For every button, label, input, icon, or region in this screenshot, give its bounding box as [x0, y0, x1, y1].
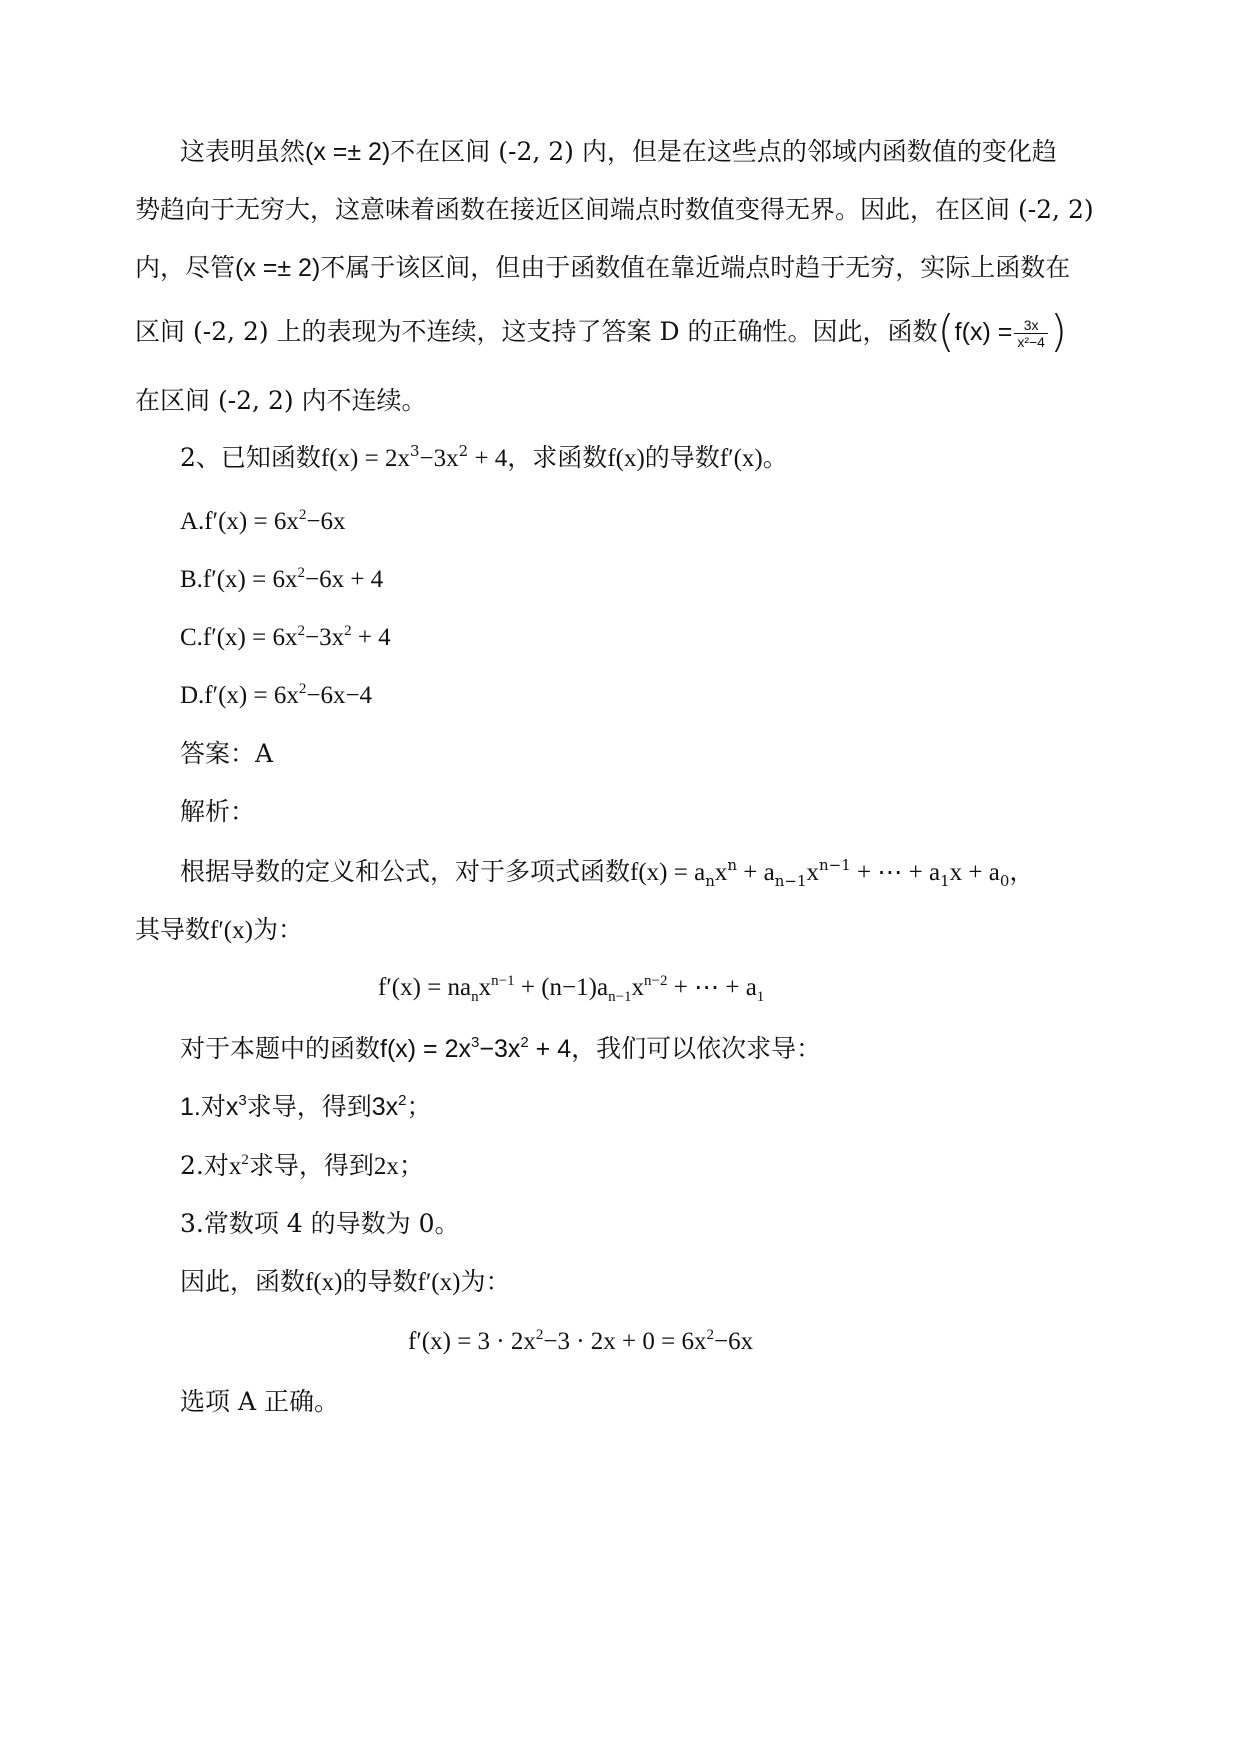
text: 势趋向于无穷大，这意味着函数在接近区间端点时数值变得无界。因此，在区间 (-2, 2) — [135, 195, 1094, 224]
math: + a — [737, 859, 775, 886]
math: 2x — [373, 1153, 399, 1180]
option-b — [180, 560, 383, 603]
math: f(x) = a — [630, 859, 706, 886]
math: f′(x)。 — [719, 445, 788, 472]
option-text: −6x−4 — [306, 682, 373, 709]
subscript: 1 — [756, 989, 765, 1005]
math: f(x) — [305, 1269, 343, 1296]
math: + 4 — [468, 445, 508, 472]
math: −6x — [714, 1328, 754, 1355]
text: 为： — [460, 1267, 511, 1296]
subscript: 1 — [940, 872, 950, 890]
subscript: n−1 — [608, 989, 632, 1005]
math: f′(x) = na — [378, 974, 472, 1001]
math: f′(x) — [210, 917, 253, 944]
math: −3x — [419, 445, 459, 472]
math-inline: (x =± 2) — [305, 138, 391, 166]
exponent: 2 — [706, 1327, 714, 1343]
option-text: B.f′(x) = 6x — [180, 566, 298, 593]
final-formula — [408, 1322, 753, 1365]
text: 选项 A 正确。 — [180, 1387, 339, 1416]
math: + 4 — [528, 1035, 572, 1063]
math: −3x — [479, 1035, 521, 1063]
p1-line3 — [135, 248, 1070, 288]
exponent: 2 — [297, 623, 305, 639]
text: 1.对 — [180, 1093, 226, 1121]
solve-intro — [180, 1029, 821, 1073]
right-paren: ) — [1049, 305, 1068, 357]
text: 不属于该区间，但由于函数值在靠近端点时趋于无穷，实际上函数在 — [320, 253, 1071, 282]
math: f(x) = 2x — [320, 445, 410, 472]
math: x — [806, 859, 820, 886]
step-2 — [180, 1146, 424, 1190]
text: 在区间 (-2, 2) 内不连续。 — [135, 386, 427, 415]
text: 求导，得到 — [246, 1092, 372, 1121]
text: 为： — [252, 915, 303, 944]
option-c — [180, 618, 391, 661]
math: x — [228, 1153, 242, 1180]
text: 的导数 — [644, 443, 720, 472]
exponent: 2 — [298, 507, 307, 523]
exponent: 3 — [409, 442, 420, 460]
step-3 — [180, 1204, 460, 1244]
conclusion — [180, 1262, 510, 1303]
exponent: 3 — [471, 1034, 480, 1051]
option-a — [180, 502, 345, 545]
option-text: D.f′(x) = 6x — [180, 682, 299, 709]
exponent: 2 — [241, 1152, 249, 1168]
exponent: 2 — [298, 681, 307, 697]
text: ，我们可以依次求导： — [571, 1034, 822, 1063]
option-text: C.f′(x) = 6x — [180, 624, 298, 651]
text: ； — [406, 1092, 432, 1121]
text: 2、已知函数 — [180, 443, 321, 472]
exponent: 2 — [297, 565, 305, 581]
text: 3.常数项 4 的导数为 0。 — [180, 1209, 460, 1238]
option-text: −6x + 4 — [304, 566, 384, 593]
p1-line4 — [135, 305, 1068, 357]
exponent: 2 — [344, 623, 352, 639]
fraction — [1014, 317, 1048, 350]
analysis-label — [180, 792, 255, 832]
math: −3 · 2x + 0 = 6x — [543, 1328, 707, 1355]
answer — [180, 734, 273, 774]
text: 不在区间 (-2, 2) 内，但是在这些点的邻域内函数值的变化趋 — [390, 137, 1057, 166]
derivative-formula — [378, 968, 764, 1011]
math: f′(x) = 3 · 2x — [408, 1328, 536, 1355]
math: x — [225, 1093, 239, 1121]
answer-text: 答案：A — [180, 739, 274, 768]
subscript: n — [705, 872, 715, 890]
math: + ⋯ + a — [667, 974, 757, 1001]
text: 其导数 — [135, 915, 211, 944]
p1-line5 — [135, 381, 427, 421]
text: 的导数 — [342, 1267, 418, 1296]
math: + (n−1)a — [514, 974, 609, 1001]
math: x + a — [949, 859, 1000, 886]
subscript: 0 — [999, 872, 1010, 890]
exponent: 3 — [238, 1092, 247, 1109]
text: 因此，函数 — [180, 1267, 306, 1296]
rule-line2 — [135, 910, 303, 951]
math: 3x — [371, 1093, 399, 1121]
fraction-numerator: 3x — [1014, 317, 1048, 334]
option-text: + 4 — [351, 624, 391, 651]
text: ， — [1009, 857, 1035, 886]
exponent: 2 — [520, 1034, 529, 1051]
exponent: 2 — [398, 1092, 407, 1109]
math: x — [478, 974, 492, 1001]
math: x — [631, 974, 645, 1001]
text: 根据导数的定义和公式，对于多项式函数 — [180, 857, 631, 886]
subscript: n — [471, 989, 479, 1005]
option-text: −6x — [306, 508, 346, 535]
analysis-text: 解析： — [180, 797, 256, 826]
p1-line1 — [180, 132, 1057, 172]
math: f′(x) — [417, 1269, 461, 1296]
math: + ⋯ + a — [850, 859, 941, 886]
option-text: −3x — [304, 624, 345, 651]
text: 区间 (-2, 2) 上的表现为不连续，这支持了答案 D 的正确性。因此，函数 — [135, 317, 938, 346]
math: x — [714, 859, 728, 886]
subscript: n−1 — [774, 872, 807, 890]
rule-line1 — [180, 852, 1034, 895]
text: 对于本题中的函数 — [180, 1034, 381, 1063]
option-text: A.f′(x) = 6x — [180, 508, 299, 535]
text: ，求函数 — [507, 443, 608, 472]
text: 这表明虽然 — [180, 137, 306, 166]
text: 求导，得到 — [248, 1151, 374, 1180]
math-inline: f(x) = — [954, 318, 1013, 346]
text: ； — [398, 1151, 424, 1180]
exponent: 2 — [458, 442, 469, 460]
fraction-denominator: x²−4 — [1017, 334, 1045, 350]
correct-option — [180, 1382, 339, 1422]
math: f(x) = 2x — [380, 1035, 472, 1063]
q2-stem — [180, 438, 788, 481]
option-d — [180, 676, 372, 719]
math: f(x) — [607, 445, 645, 472]
step-1 — [180, 1087, 431, 1131]
text: 内，尽管 — [135, 253, 236, 282]
text: 2.对 — [180, 1151, 229, 1180]
p1-line2 — [135, 190, 1094, 230]
exponent: n−1 — [491, 973, 515, 989]
exponent: n — [727, 856, 738, 874]
exponent: n−1 — [819, 856, 851, 874]
math-inline: (x =± 2) — [235, 254, 321, 282]
exponent: n−2 — [644, 973, 668, 989]
left-paren: ( — [937, 305, 955, 357]
exponent: 2 — [535, 1327, 544, 1343]
